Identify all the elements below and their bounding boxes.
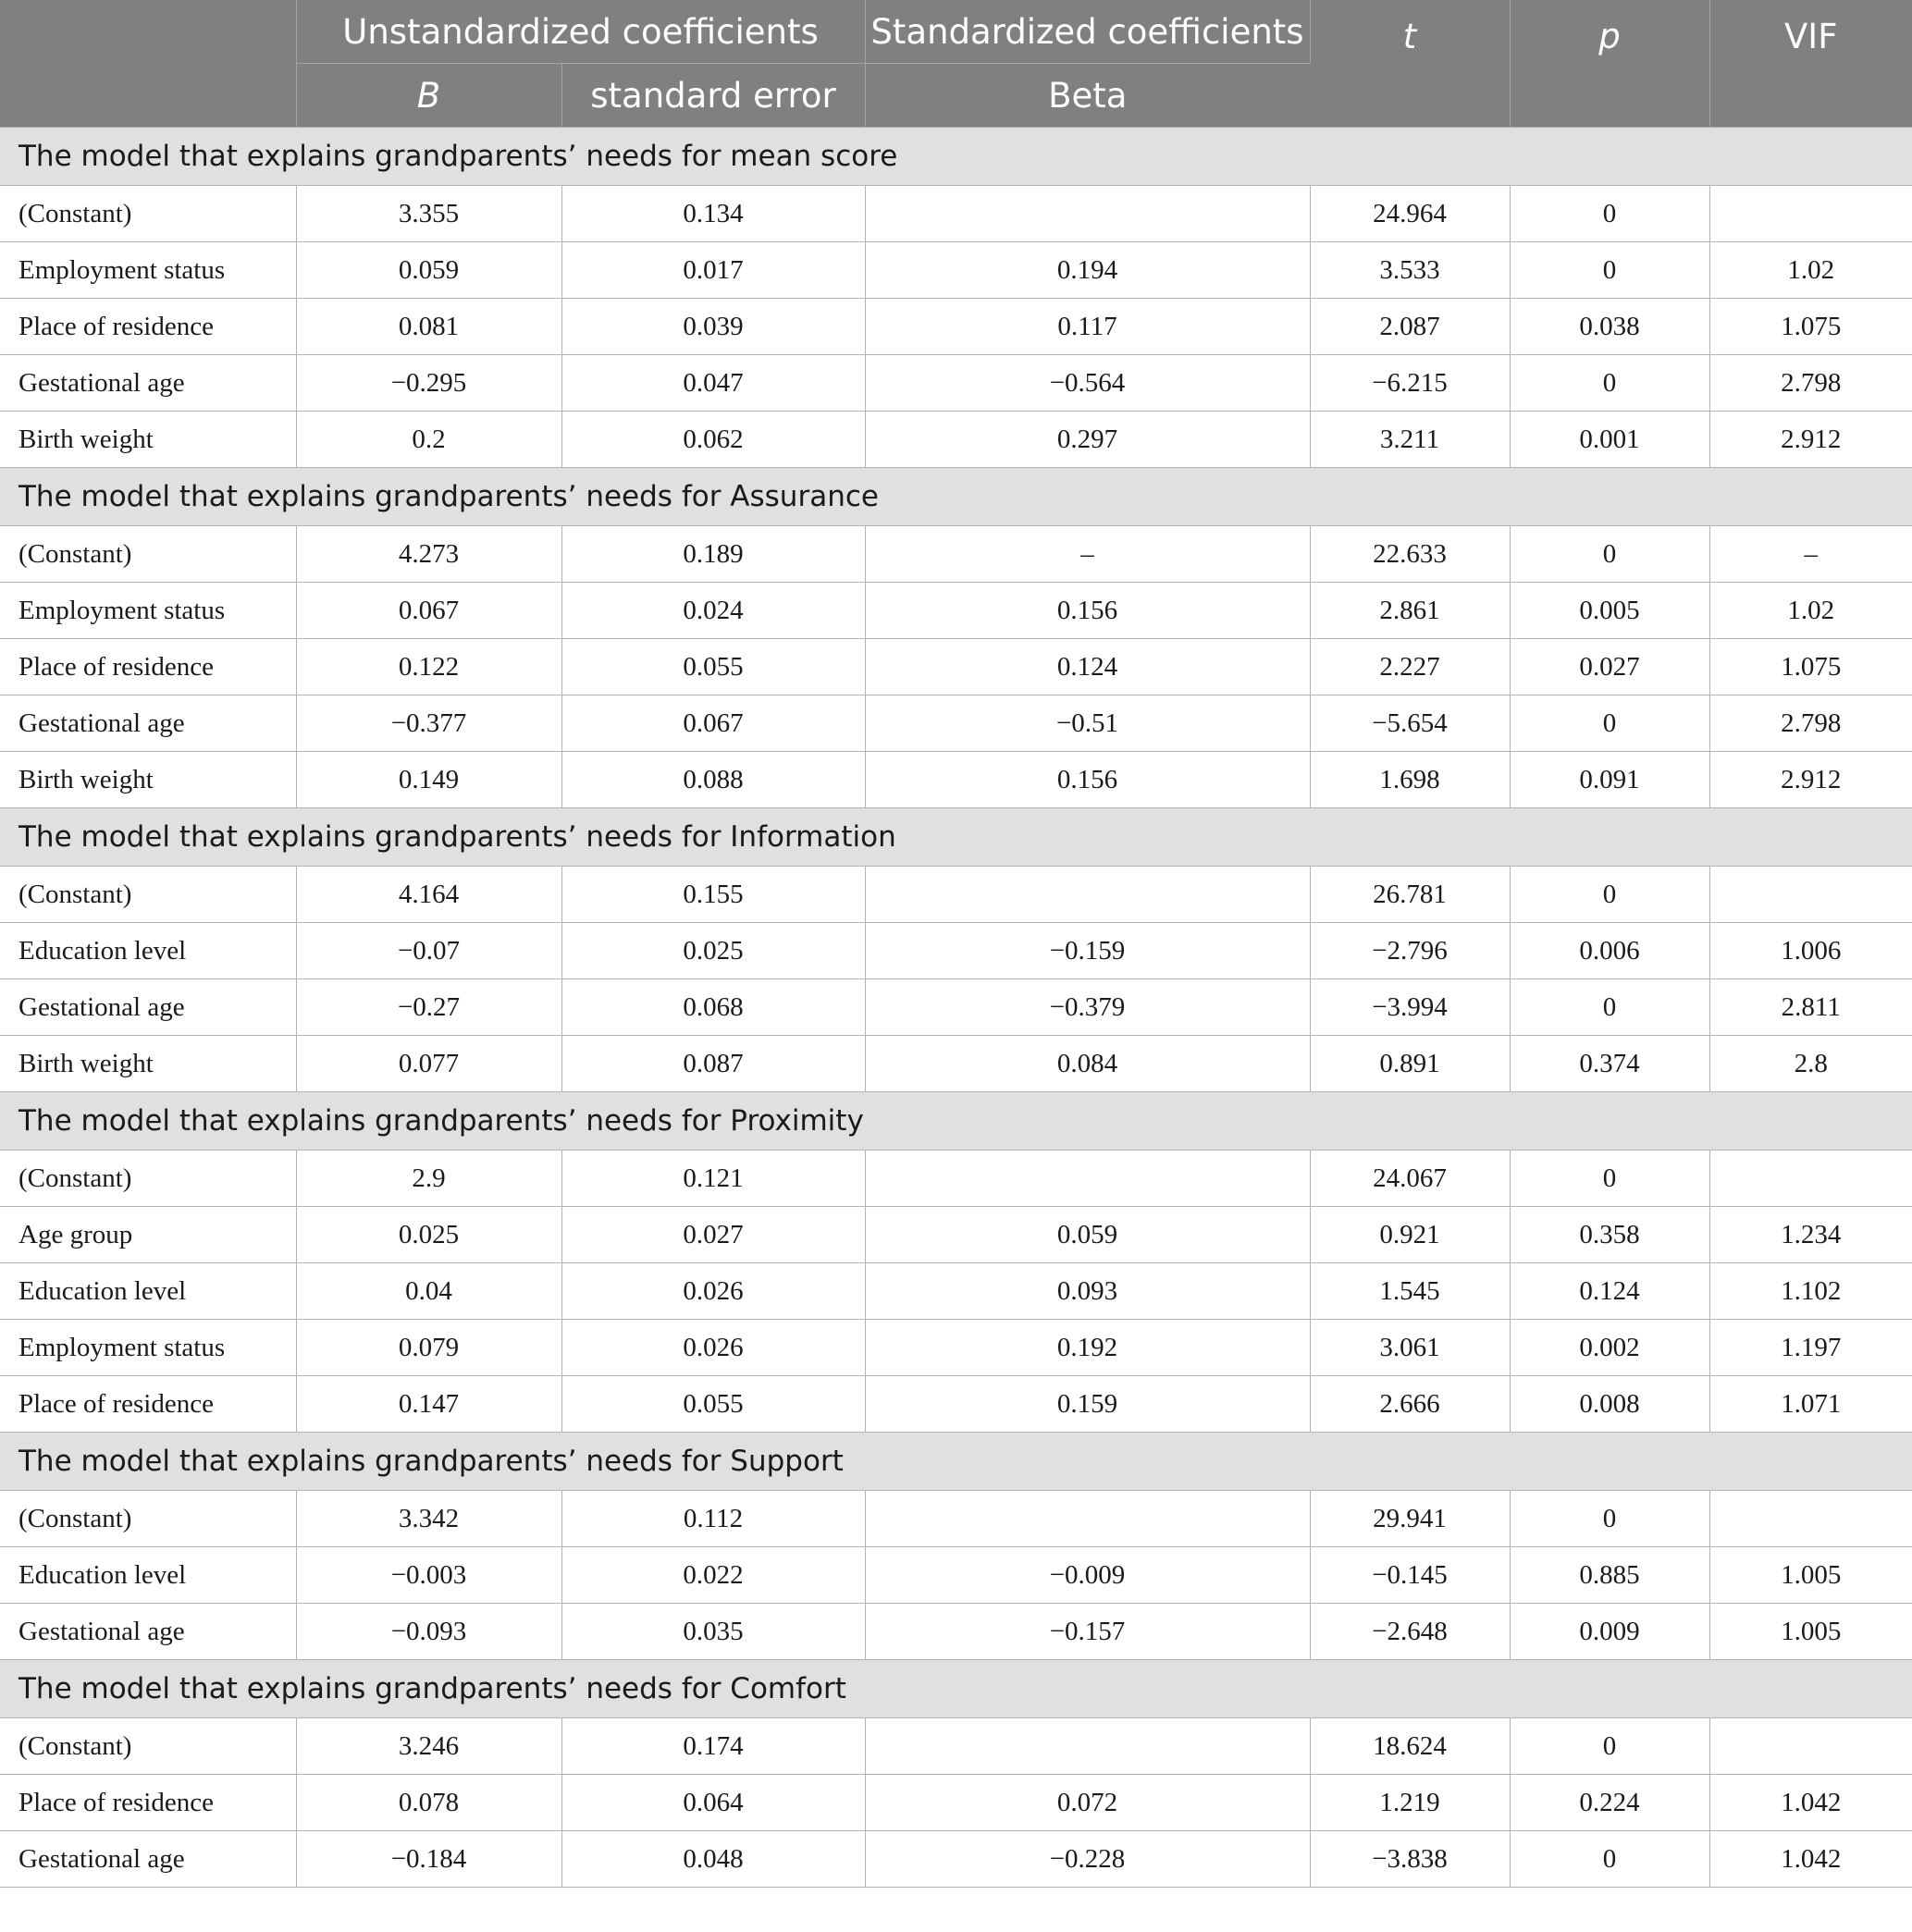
b-cell: 0.081 [296, 299, 561, 355]
t-cell: 1.219 [1310, 1775, 1510, 1831]
se-cell: 0.048 [561, 1831, 865, 1888]
section-title: The model that explains grandparents’ needs for Comfort [0, 1660, 1912, 1718]
header-standard-error: standard error [561, 64, 865, 128]
p-cell: 0 [1510, 355, 1709, 412]
t-cell: 2.861 [1310, 583, 1510, 639]
table-body [0, 128, 1912, 1888]
p-cell: 0.124 [1510, 1263, 1709, 1320]
p-cell: 0 [1510, 526, 1709, 583]
t-cell: −2.796 [1310, 923, 1510, 979]
p-cell: 0.027 [1510, 639, 1709, 695]
p-cell: 0.038 [1510, 299, 1709, 355]
table-row [0, 583, 1912, 639]
beta-cell: −0.564 [865, 355, 1310, 412]
se-cell: 0.064 [561, 1775, 865, 1831]
beta-cell: −0.009 [865, 1547, 1310, 1604]
b-cell: 3.342 [296, 1491, 561, 1547]
b-cell: 3.246 [296, 1718, 561, 1775]
p-cell: 0 [1510, 695, 1709, 752]
se-cell: 0.025 [561, 923, 865, 979]
vif-cell: 2.798 [1709, 355, 1912, 412]
table-row [0, 1604, 1912, 1660]
b-cell: 2.9 [296, 1151, 561, 1207]
t-cell: 2.087 [1310, 299, 1510, 355]
t-cell: 3.211 [1310, 412, 1510, 468]
variable-cell: (Constant) [0, 1718, 296, 1775]
b-cell: 4.273 [296, 526, 561, 583]
b-cell: −0.377 [296, 695, 561, 752]
p-cell: 0.374 [1510, 1036, 1709, 1092]
beta-cell: 0.072 [865, 1775, 1310, 1831]
section-title: The model that explains grandparents’ needs for Assurance [0, 468, 1912, 526]
beta-cell: 0.059 [865, 1207, 1310, 1263]
header-row-1 [0, 0, 1912, 64]
beta-cell [865, 1491, 1310, 1547]
se-cell: 0.022 [561, 1547, 865, 1604]
b-cell: 0.025 [296, 1207, 561, 1263]
header-vif: VIF [1709, 0, 1912, 128]
p-cell: 0.002 [1510, 1320, 1709, 1376]
b-cell: 0.067 [296, 583, 561, 639]
table-row [0, 1376, 1912, 1433]
t-cell: −6.215 [1310, 355, 1510, 412]
vif-cell [1709, 186, 1912, 242]
variable-cell: Gestational age [0, 1831, 296, 1888]
t-cell: −2.648 [1310, 1604, 1510, 1660]
b-cell: −0.184 [296, 1831, 561, 1888]
table-row [0, 1491, 1912, 1547]
t-cell: 22.633 [1310, 526, 1510, 583]
beta-cell: −0.51 [865, 695, 1310, 752]
t-cell: 0.891 [1310, 1036, 1510, 1092]
table-row [0, 1320, 1912, 1376]
variable-cell: Birth weight [0, 1036, 296, 1092]
vif-cell: 1.197 [1709, 1320, 1912, 1376]
variable-cell: Employment status [0, 583, 296, 639]
variable-cell: Education level [0, 923, 296, 979]
vif-cell: – [1709, 526, 1912, 583]
variable-cell: (Constant) [0, 186, 296, 242]
variable-cell: Education level [0, 1263, 296, 1320]
table-row [0, 1036, 1912, 1092]
beta-cell: 0.124 [865, 639, 1310, 695]
table-row [0, 695, 1912, 752]
b-cell: 3.355 [296, 186, 561, 242]
header-t: t [1310, 0, 1510, 128]
table-row [0, 355, 1912, 412]
se-cell: 0.087 [561, 1036, 865, 1092]
t-cell: 1.698 [1310, 752, 1510, 808]
variable-cell: (Constant) [0, 526, 296, 583]
t-cell: −3.994 [1310, 979, 1510, 1036]
vif-cell [1709, 1491, 1912, 1547]
table-row [0, 1831, 1912, 1888]
vif-cell [1709, 867, 1912, 923]
se-cell: 0.189 [561, 526, 865, 583]
p-cell: 0 [1510, 186, 1709, 242]
header-beta: Beta [865, 64, 1310, 128]
p-cell: 0 [1510, 979, 1709, 1036]
table-row [0, 923, 1912, 979]
header-standardized: Standardized coefficients [865, 0, 1310, 64]
se-cell: 0.134 [561, 186, 865, 242]
table-header [0, 0, 1912, 128]
beta-cell: −0.157 [865, 1604, 1310, 1660]
beta-cell: 0.156 [865, 583, 1310, 639]
variable-cell: Employment status [0, 1320, 296, 1376]
table-row [0, 1207, 1912, 1263]
beta-cell: −0.159 [865, 923, 1310, 979]
table-row [0, 979, 1912, 1036]
t-cell: 3.061 [1310, 1320, 1510, 1376]
b-cell: 0.079 [296, 1320, 561, 1376]
beta-cell: 0.159 [865, 1376, 1310, 1433]
t-cell: −3.838 [1310, 1831, 1510, 1888]
t-cell: 24.964 [1310, 186, 1510, 242]
t-cell: 0.921 [1310, 1207, 1510, 1263]
table-row [0, 1547, 1912, 1604]
b-cell: 0.2 [296, 412, 561, 468]
se-cell: 0.062 [561, 412, 865, 468]
vif-cell [1709, 1151, 1912, 1207]
section-title: The model that explains grandparents’ needs for mean score [0, 128, 1912, 186]
se-cell: 0.055 [561, 1376, 865, 1433]
table-row [0, 412, 1912, 468]
variable-cell: (Constant) [0, 867, 296, 923]
t-cell: −5.654 [1310, 695, 1510, 752]
variable-cell: Gestational age [0, 355, 296, 412]
table-row [0, 639, 1912, 695]
beta-cell [865, 1718, 1310, 1775]
p-cell: 0.358 [1510, 1207, 1709, 1263]
section-title: The model that explains grandparents’ needs for Information [0, 808, 1912, 867]
se-cell: 0.017 [561, 242, 865, 299]
vif-cell: 1.234 [1709, 1207, 1912, 1263]
b-cell: −0.295 [296, 355, 561, 412]
header-unstandardized: Unstandardized coefficients [296, 0, 865, 64]
p-cell: 0.091 [1510, 752, 1709, 808]
p-cell: 0 [1510, 1831, 1709, 1888]
beta-cell: 0.117 [865, 299, 1310, 355]
table-row [0, 1263, 1912, 1320]
section-header-row [0, 1433, 1912, 1491]
vif-cell: 1.02 [1709, 583, 1912, 639]
vif-cell: 1.042 [1709, 1775, 1912, 1831]
b-cell: −0.07 [296, 923, 561, 979]
se-cell: 0.035 [561, 1604, 865, 1660]
variable-cell: Age group [0, 1207, 296, 1263]
vif-cell: 1.006 [1709, 923, 1912, 979]
variable-cell: Employment status [0, 242, 296, 299]
se-cell: 0.026 [561, 1320, 865, 1376]
variable-cell: Place of residence [0, 639, 296, 695]
t-cell: 2.666 [1310, 1376, 1510, 1433]
p-cell: 0.885 [1510, 1547, 1709, 1604]
beta-cell: −0.228 [865, 1831, 1310, 1888]
variable-cell: (Constant) [0, 1151, 296, 1207]
section-header-row [0, 1660, 1912, 1718]
se-cell: 0.088 [561, 752, 865, 808]
table-row [0, 1775, 1912, 1831]
se-cell: 0.055 [561, 639, 865, 695]
p-cell: 0.224 [1510, 1775, 1709, 1831]
variable-cell: Education level [0, 1547, 296, 1604]
section-header-row [0, 468, 1912, 526]
vif-cell: 1.102 [1709, 1263, 1912, 1320]
se-cell: 0.174 [561, 1718, 865, 1775]
t-cell: 24.067 [1310, 1151, 1510, 1207]
p-cell: 0 [1510, 867, 1709, 923]
se-cell: 0.026 [561, 1263, 865, 1320]
t-cell: 18.624 [1310, 1718, 1510, 1775]
t-cell: 2.227 [1310, 639, 1510, 695]
header-p: p [1510, 0, 1709, 128]
b-cell: −0.093 [296, 1604, 561, 1660]
table-row [0, 186, 1912, 242]
vif-cell: 1.075 [1709, 639, 1912, 695]
vif-cell: 2.811 [1709, 979, 1912, 1036]
se-cell: 0.039 [561, 299, 865, 355]
b-cell: −0.003 [296, 1547, 561, 1604]
b-cell: 0.04 [296, 1263, 561, 1320]
section-title: The model that explains grandparents’ needs for Proximity [0, 1092, 1912, 1151]
p-cell: 0 [1510, 242, 1709, 299]
p-cell: 0.005 [1510, 583, 1709, 639]
table-row [0, 867, 1912, 923]
beta-cell: – [865, 526, 1310, 583]
beta-cell: −0.379 [865, 979, 1310, 1036]
t-cell: 1.545 [1310, 1263, 1510, 1320]
beta-cell [865, 186, 1310, 242]
se-cell: 0.112 [561, 1491, 865, 1547]
p-cell: 0.009 [1510, 1604, 1709, 1660]
vif-cell: 1.02 [1709, 242, 1912, 299]
p-cell: 0 [1510, 1151, 1709, 1207]
variable-cell: Gestational age [0, 1604, 296, 1660]
table-row [0, 242, 1912, 299]
table-row [0, 299, 1912, 355]
se-cell: 0.047 [561, 355, 865, 412]
se-cell: 0.068 [561, 979, 865, 1036]
table-row [0, 752, 1912, 808]
variable-cell: Place of residence [0, 1775, 296, 1831]
vif-cell: 2.912 [1709, 752, 1912, 808]
table-row [0, 1151, 1912, 1207]
t-cell: 3.533 [1310, 242, 1510, 299]
se-cell: 0.027 [561, 1207, 865, 1263]
vif-cell: 1.071 [1709, 1376, 1912, 1433]
vif-cell: 2.798 [1709, 695, 1912, 752]
vif-cell: 1.005 [1709, 1547, 1912, 1604]
vif-cell [1709, 1718, 1912, 1775]
section-header-row [0, 1092, 1912, 1151]
beta-cell [865, 1151, 1310, 1207]
p-cell: 0.006 [1510, 923, 1709, 979]
table-row [0, 526, 1912, 583]
p-cell: 0 [1510, 1491, 1709, 1547]
t-cell: 26.781 [1310, 867, 1510, 923]
b-cell: 4.164 [296, 867, 561, 923]
variable-cell: Birth weight [0, 752, 296, 808]
variable-cell: Gestational age [0, 979, 296, 1036]
header-b: B [296, 64, 561, 128]
beta-cell: 0.093 [865, 1263, 1310, 1320]
beta-cell: 0.194 [865, 242, 1310, 299]
section-title: The model that explains grandparents’ needs for Support [0, 1433, 1912, 1491]
section-header-row [0, 808, 1912, 867]
t-cell: −0.145 [1310, 1547, 1510, 1604]
variable-cell: Place of residence [0, 299, 296, 355]
table-row [0, 1718, 1912, 1775]
b-cell: 0.059 [296, 242, 561, 299]
vif-cell: 1.005 [1709, 1604, 1912, 1660]
vif-cell: 2.912 [1709, 412, 1912, 468]
beta-cell: 0.156 [865, 752, 1310, 808]
se-cell: 0.155 [561, 867, 865, 923]
b-cell: 0.149 [296, 752, 561, 808]
vif-cell: 1.075 [1709, 299, 1912, 355]
p-cell: 0.008 [1510, 1376, 1709, 1433]
vif-cell: 1.042 [1709, 1831, 1912, 1888]
se-cell: 0.121 [561, 1151, 865, 1207]
p-cell: 0.001 [1510, 412, 1709, 468]
b-cell: 0.077 [296, 1036, 561, 1092]
variable-cell: (Constant) [0, 1491, 296, 1547]
se-cell: 0.024 [561, 583, 865, 639]
vif-cell: 2.8 [1709, 1036, 1912, 1092]
variable-cell: Place of residence [0, 1376, 296, 1433]
beta-cell: 0.084 [865, 1036, 1310, 1092]
b-cell: 0.078 [296, 1775, 561, 1831]
se-cell: 0.067 [561, 695, 865, 752]
b-cell: 0.122 [296, 639, 561, 695]
beta-cell: 0.192 [865, 1320, 1310, 1376]
variable-cell: Gestational age [0, 695, 296, 752]
variable-cell: Birth weight [0, 412, 296, 468]
section-header-row [0, 128, 1912, 186]
header-blank-cell [0, 0, 296, 128]
beta-cell [865, 867, 1310, 923]
b-cell: 0.147 [296, 1376, 561, 1433]
beta-cell: 0.297 [865, 412, 1310, 468]
p-cell: 0 [1510, 1718, 1709, 1775]
t-cell: 29.941 [1310, 1491, 1510, 1547]
b-cell: −0.27 [296, 979, 561, 1036]
